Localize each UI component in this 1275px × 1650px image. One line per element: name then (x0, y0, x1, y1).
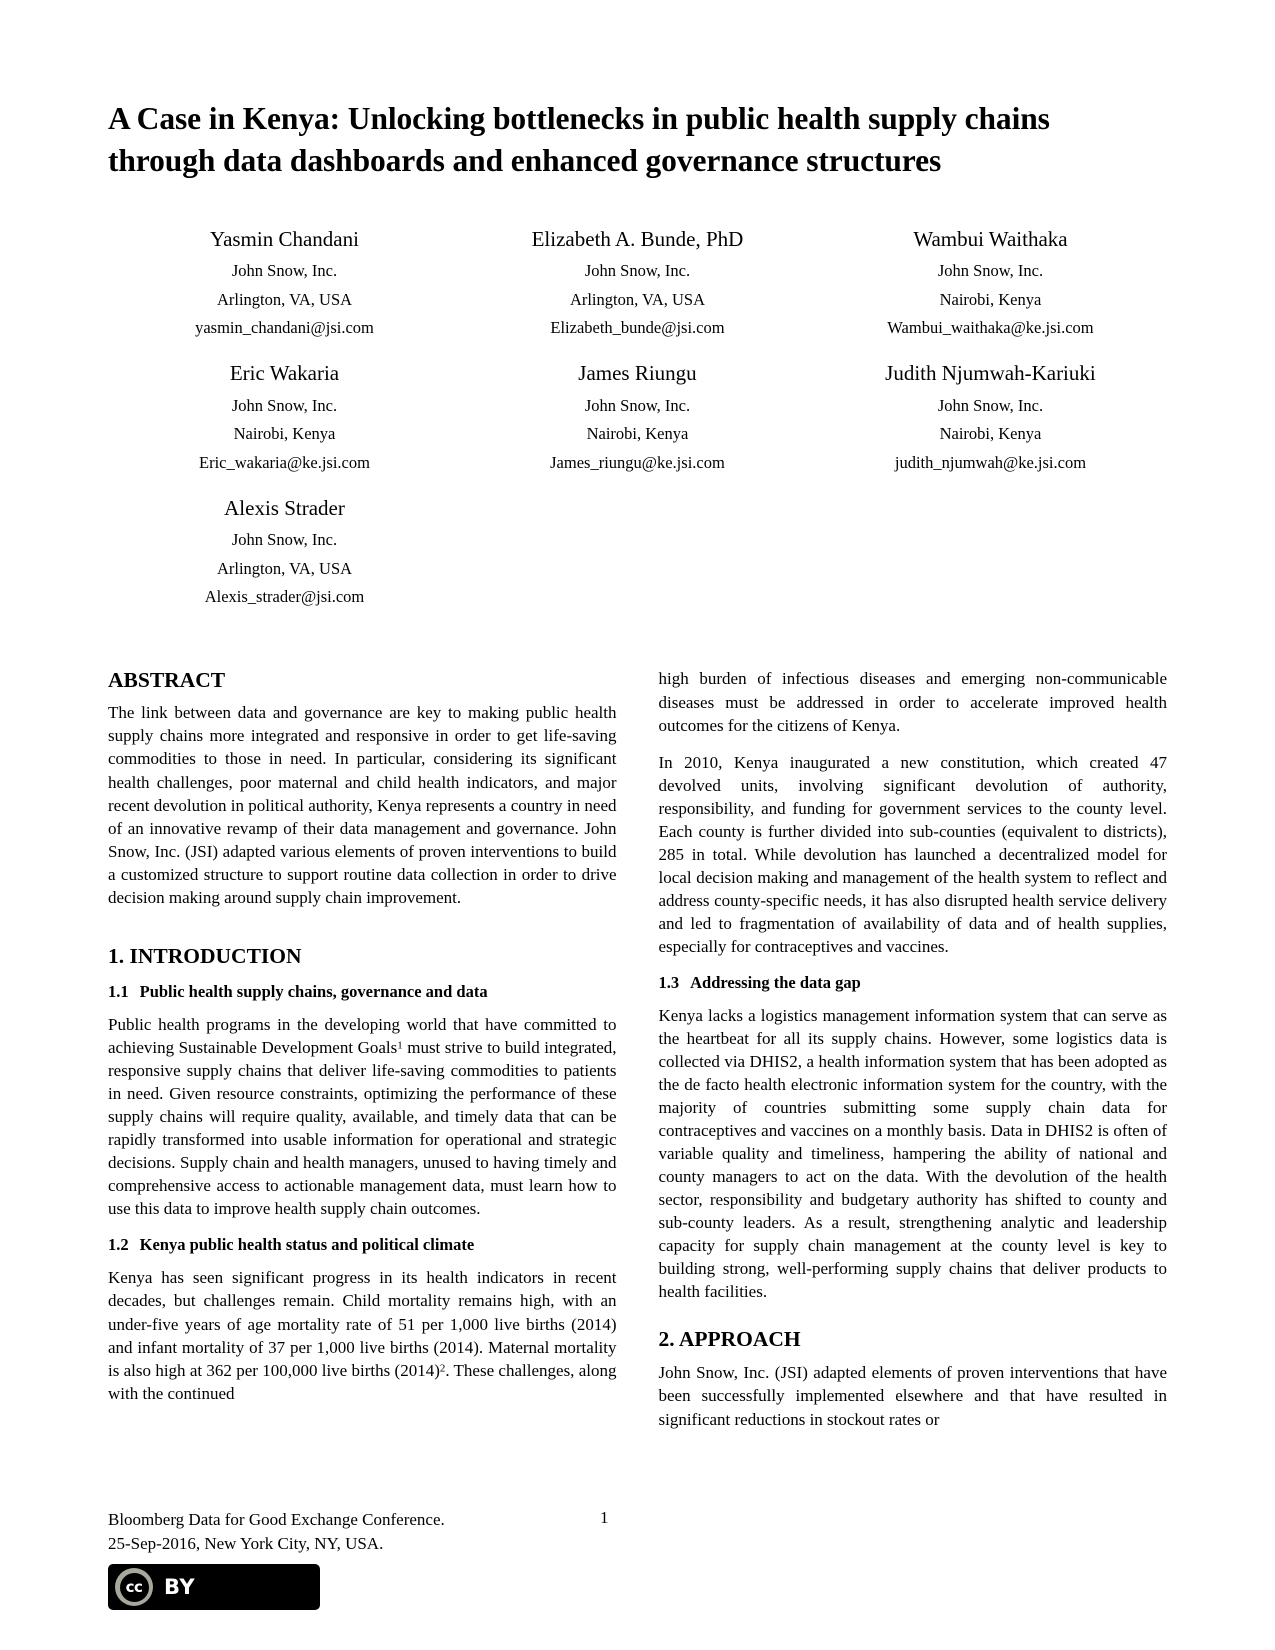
page-title: A Case in Kenya: Unlocking bottlenecks in public health supply chains through data dashboards and enhanced governance structures (108, 101, 1050, 178)
author-entry (108, 224, 461, 359)
author-name: Judith Njumwah-Kariuki (885, 361, 1096, 386)
author-name: Yasmin Chandani (210, 226, 359, 251)
cc-by-license-badge[interactable] (108, 1564, 320, 1610)
subsection-1-1-heading (108, 981, 617, 1003)
author-affiliation: John Snow, Inc. (584, 395, 691, 415)
author-location: Nairobi, Kenya (233, 424, 336, 444)
text-part-after-footnote: must strive to build integrated, responsive supply chains that deliver life-saving commodities to patients in need. Given resource constraints, optimizing the performance of these supply chains will require quality, available, and timely data that can be rapidly transformed into usable information for operational and strategic decisions. Supply chain and health managers, unused to having timely and comprehensive access to actionable management data, must learn how to use this data to improve health supply chain outcomes. (108, 1037, 617, 1219)
abstract-heading: ABSTRACT (108, 668, 226, 693)
text-part-after-footnote: . These challenges, along with the continued (108, 1360, 617, 1403)
author-email[interactable]: Wambui_waithaka@ke.jsi.com (887, 317, 1094, 337)
author-affiliation: John Snow, Inc. (231, 530, 338, 550)
author-name: Alexis Strader (224, 495, 345, 520)
cc-circle-inner (120, 1573, 149, 1602)
author-location: Nairobi, Kenya (586, 424, 689, 444)
left-column (108, 667, 619, 1444)
author-entry (108, 358, 461, 493)
devolution-paragraph: In 2010, Kenya inaugurated a new constitution, which created 47 devolved units, involving significant devolution of authority, responsibility, and funding for government services to the county level. Each county is further divided into sub-counties (equivalent to districts), 285 in total. While devolution has launched a decentralized model for local decision making and management of the health system to reflect and address county-specific needs, it has also disrupted health service delivery and led to fragmentation of availability of data and of health supplies, especially for contraceptives and vaccines. (658, 752, 1167, 956)
page-number: 1 (600, 1507, 609, 1527)
author-email[interactable]: Eric_wakaria@ke.jsi.com (199, 452, 370, 472)
author-location: Arlington, VA, USA (216, 289, 353, 309)
author-entry (814, 358, 1167, 493)
subsection-title: Addressing the data gap (690, 972, 861, 992)
author-name: James Riungu (578, 361, 697, 386)
author-entry (108, 493, 461, 628)
subsection-1-2-heading (108, 1234, 617, 1256)
author-name: Wambui Waithaka (913, 226, 1068, 251)
author-entry (461, 224, 814, 359)
author-location: Arlington, VA, USA (569, 289, 706, 309)
conference-date-location: 25-Sep-2016, New York City, NY, USA. (108, 1534, 384, 1554)
subsection-1-3-heading (659, 972, 1168, 994)
author-affiliation: John Snow, Inc. (937, 395, 1044, 415)
subsection-title: Kenya public health status and political climate (139, 1235, 475, 1255)
subsection-number: 1.3 (658, 972, 680, 992)
author-affiliation: John Snow, Inc. (937, 261, 1044, 281)
author-affiliation: John Snow, Inc. (231, 395, 338, 415)
subsection-number: 1.1 (108, 981, 129, 1001)
author-row (108, 224, 1167, 359)
abstract-text: The link between data and governance are key to making public health supply chains more integrated and responsive in order to get life-saving commodities to those in need. In particular, considering its significant health challenges, poor maternal and child health indicators, and major recent devolution in political authority, Kenya represents a country in need of an innovative revamp of their data management and governance. John Snow, Inc. (JSI) adapted various elements of proven interventions to build a customized structure to support routine data collection in order to drive decision making around supply chain improvement. (108, 703, 617, 907)
approach-heading: 2. APPROACH (658, 1326, 801, 1351)
author-location: Arlington, VA, USA (216, 558, 353, 578)
text-part-before-footnote: Public health programs in the developing world that have committed to achieving Sustainable Development Goals (108, 1014, 617, 1057)
author-row (108, 493, 1167, 628)
footnote-marker-1[interactable]: 1 (397, 1039, 403, 1052)
author-entry (461, 358, 814, 493)
subsection-title: Public health supply chains, governance and data (139, 981, 488, 1001)
subsection-1-2-text (108, 1266, 617, 1404)
approach-text: John Snow, Inc. (JSI) adapted elements of proven interventions that have been successfully implemented elsewhere and that have resulted in significant reductions in stockout rates or (658, 1363, 1167, 1429)
subsection-1-3-text: Kenya lacks a logistics management information system that can serve as the heartbeat for all its supply chains. However, some logistics data is collected via DHIS2, a health information system that has been adopted as the de facto health electronic information system for the country, with the majority of countries submitting some supply chain data for contraceptives and vaccines on a monthly basis. Data in DHIS2 is often of variable quality and timeliness, hampering the ability of national and county managers to act on the data. With the devolution of the health sector, responsibility and budgetary authority has shifted to county and sub-county leaders. As a result, strengthening analytic and leadership capacity for supply chain management at the county level is key to building strong, well-performing supply chains that deliver products to health facilities. (658, 1006, 1167, 1302)
by-label: BY (164, 1575, 196, 1599)
author-email[interactable]: Elizabeth_bunde@jsi.com (550, 317, 725, 337)
author-email[interactable]: judith_njumwah@ke.jsi.com (894, 452, 1087, 472)
author-row (108, 358, 1167, 493)
author-affiliation: John Snow, Inc. (584, 261, 691, 281)
cc-badge-inner (111, 1567, 317, 1607)
author-entry (814, 224, 1167, 359)
introduction-heading: 1. INTRODUCTION (108, 943, 302, 968)
right-column (657, 667, 1168, 1444)
subsection-number: 1.2 (108, 1235, 129, 1255)
footer-inner (108, 1508, 1168, 1610)
body-columns (108, 667, 1167, 1444)
cc-label: cc (125, 1578, 143, 1596)
author-email[interactable]: yasmin_chandani@jsi.com (195, 317, 374, 337)
author-block (108, 224, 1167, 628)
author-affiliation: John Snow, Inc. (231, 261, 338, 281)
page-footer (108, 1508, 1168, 1610)
text-part-before-footnote: Kenya has seen significant progress in its health indicators in recent decades, but challenges remain. Child mortality remains high, with an under-five years of age mortality rate of 51 per 1,000 live births (2014) and infant mortality of 37 per 1,000 live births (2014). Maternal mortality is also high at 362 per 100,000 live births (2014) (108, 1268, 617, 1380)
footnote-marker-2[interactable]: 2 (439, 1362, 446, 1374)
author-location: Nairobi, Kenya (939, 289, 1042, 309)
author-name: Elizabeth A. Bunde, PhD (531, 226, 744, 251)
author-name: Eric Wakaria (229, 361, 340, 386)
author-email[interactable]: Alexis_strader@jsi.com (204, 587, 365, 607)
creative-commons-icon (115, 1568, 153, 1606)
author-location: Nairobi, Kenya (939, 424, 1042, 444)
introduction-continuation-text: high burden of infectious diseases and emerging non-communicable diseases must be addressed in order to accelerate improved health outcomes for the citizens of Kenya. (658, 669, 1167, 735)
author-email[interactable]: James_riungu@ke.jsi.com (550, 452, 725, 472)
conference-name: Bloomberg Data for Good Exchange Conference. (108, 1509, 445, 1529)
subsection-1-1-text (108, 1013, 617, 1220)
